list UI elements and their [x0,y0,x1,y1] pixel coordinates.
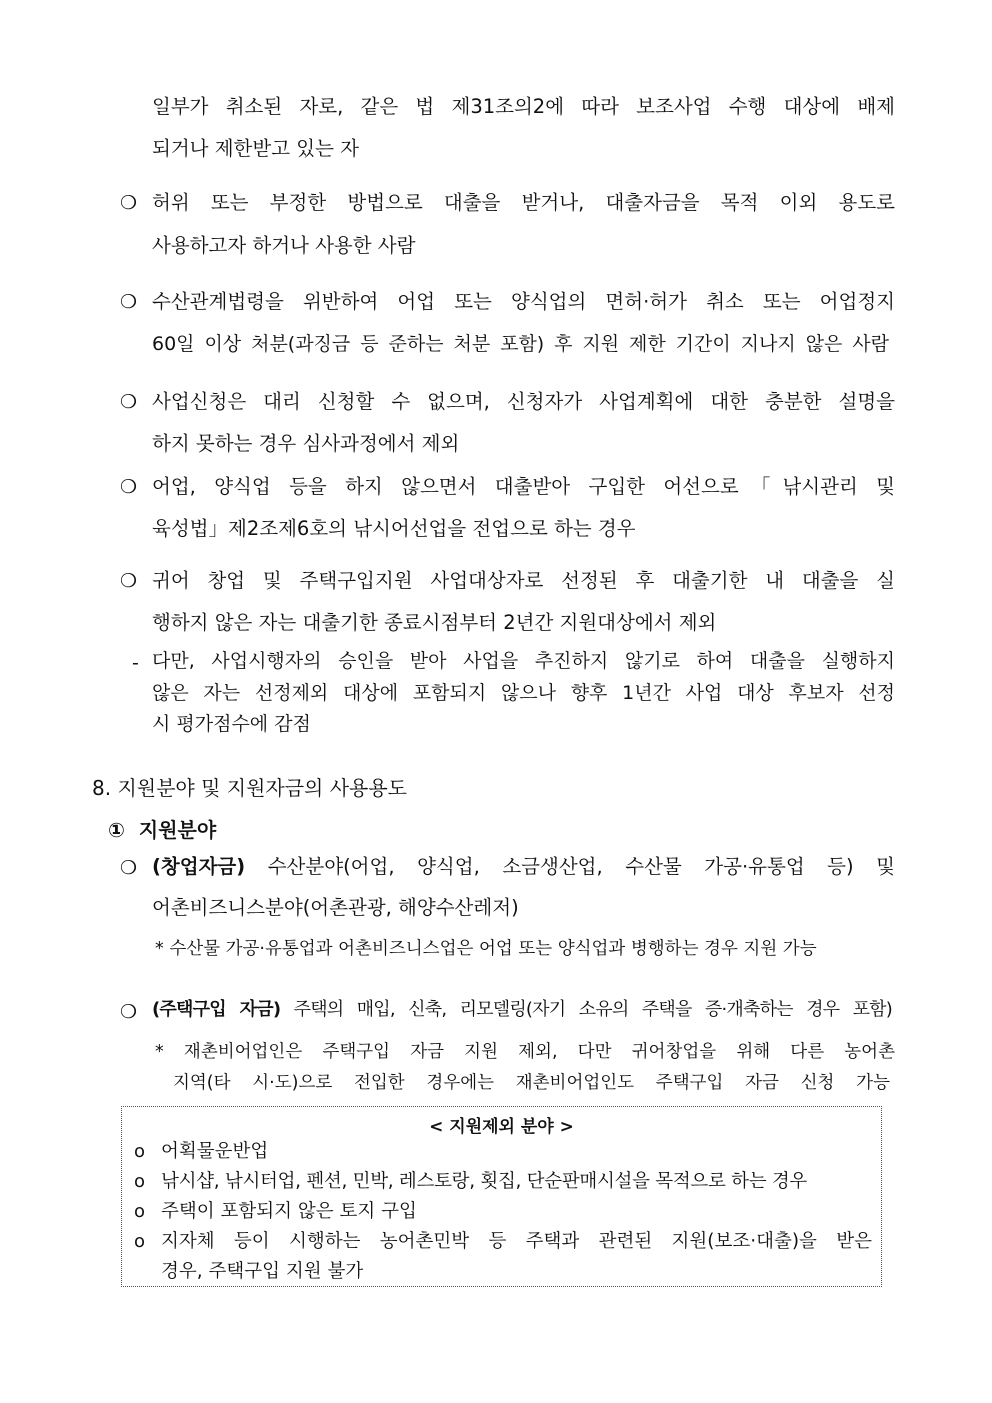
circle-bullet-icon: ❍ [120,570,138,592]
exclusion-box [121,1106,882,1287]
housing-note: 지역(타 시·도)으로 전입한 경우에는 재촌비어업인도 주택구입 자금 신청 가능 [173,1073,890,1093]
small-circle-bullet-icon: o [134,1201,146,1222]
item-line: 행하지 않은 자는 대출기한 종료시점부터 2년간 지원대상에서 제외 [152,611,717,634]
housing-label: (주택구입 자금) [152,999,281,1020]
circle-bullet-icon: ❍ [120,192,138,214]
exclusion-item: 어획물운반업 [161,1141,269,1162]
item-line: 않은 자는 선정제외 대상에 포함되지 않으나 향후 1년간 사업 대상 후보자 선정 [152,682,895,704]
subsection-heading [108,820,216,840]
startup-note: * 수산물 가공·유통업과 어촌비즈니스업은 어업 또는 양식업과 병행하는 경우 지원 가능 [155,939,817,959]
item-line: 허위 또는 부정한 방법으로 대출을 받거나, 대출자금을 목적 이외 용도로 [152,191,895,214]
item-line: 하지 못하는 경우 심사과정에서 제외 [152,432,460,455]
subsection-number: ① [108,818,125,842]
subsection-title: 지원분야 [138,818,217,842]
housing-text: 주택의 매입, 신축, 리모델링(자기 소유의 주택을 증·개축하는 경우 포함) [293,999,892,1020]
circle-bullet-icon: ❍ [120,291,138,313]
section-heading: 8. 지원분야 및 지원자금의 사용용도 [92,776,407,800]
exclusion-box-title: < 지원제외 분야 > [429,1117,574,1137]
exclusion-item: 경우, 주택구입 지원 불가 [161,1261,364,1282]
circle-bullet-icon: ❍ [120,476,138,498]
startup-line [152,857,895,877]
item-line: 어업, 양식업 등을 하지 않으면서 대출받아 구입한 어선으로「낚시관리 및 [152,475,895,498]
item-line: 사용하고자 하거나 사용한 사람 [152,234,416,257]
small-circle-bullet-icon: o [134,1171,146,1192]
circle-bullet-icon: ❍ [120,391,138,413]
item-line: 시 평가점수에 감점 [152,713,311,735]
item-line: 사업신청은 대리 신청할 수 없으며, 신청자가 사업계획에 대한 충분한 설명을 [152,390,895,413]
item-line: 수산관계법령을 위반하여 어업 또는 양식업의 면허·허가 취소 또는 어업정지 [152,290,895,313]
small-circle-bullet-icon: o [134,1141,146,1162]
startup-label: (창업자금) [152,855,246,878]
startup-text: 수산분야(어업, 양식업, 소금생산업, 수산물 가공·유통업 등) 및 [267,855,895,878]
item-line: 다만, 사업시행자의 승인을 받아 사업을 추진하지 않기로 하여 대출을 실행하지 [152,650,895,672]
housing-note: * 재촌비어업인은 주택구입 자금 지원 제외, 다만 귀어창업을 위해 다른 농어촌 [155,1042,895,1062]
circle-bullet-icon: ❍ [120,1001,138,1023]
item-line: 60일 이상 처분(과징금 등 준하는 처분 포함) 후 지원 제한 기간이 지나지 않은 사람 [152,333,889,355]
exclusion-item: 지자체 등이 시행하는 농어촌민박 등 주택과 관련된 지원(보조·대출)을 받은 [161,1231,872,1252]
exclusion-item: 주택이 포함되지 않은 토지 구입 [161,1201,417,1222]
item-line: 귀어 창업 및 주택구입지원 사업대상자로 선정된 후 대출기한 내 대출을 실 [152,569,895,592]
dash-bullet-icon: - [132,652,139,674]
item-line: 되거나 제한받고 있는 자 [152,137,359,160]
exclusion-item: 낚시샵, 낚시터업, 펜션, 민박, 레스토랑, 횟집, 단순판매시설을 목적으로 하는 경우 [161,1171,807,1192]
item-line: 일부가 취소된 자로, 같은 법 제31조의2에 따라 보조사업 수행 대상에 배제 [152,95,895,118]
startup-line-2: 어촌비즈니스분야(어촌관광, 해양수산레저) [152,896,519,919]
circle-bullet-icon: ❍ [120,857,138,879]
housing-line [152,1001,892,1019]
item-line: 육성법」제2조제6호의 낚시어선업을 전업으로 하는 경우 [152,517,636,540]
small-circle-bullet-icon: o [134,1231,146,1252]
